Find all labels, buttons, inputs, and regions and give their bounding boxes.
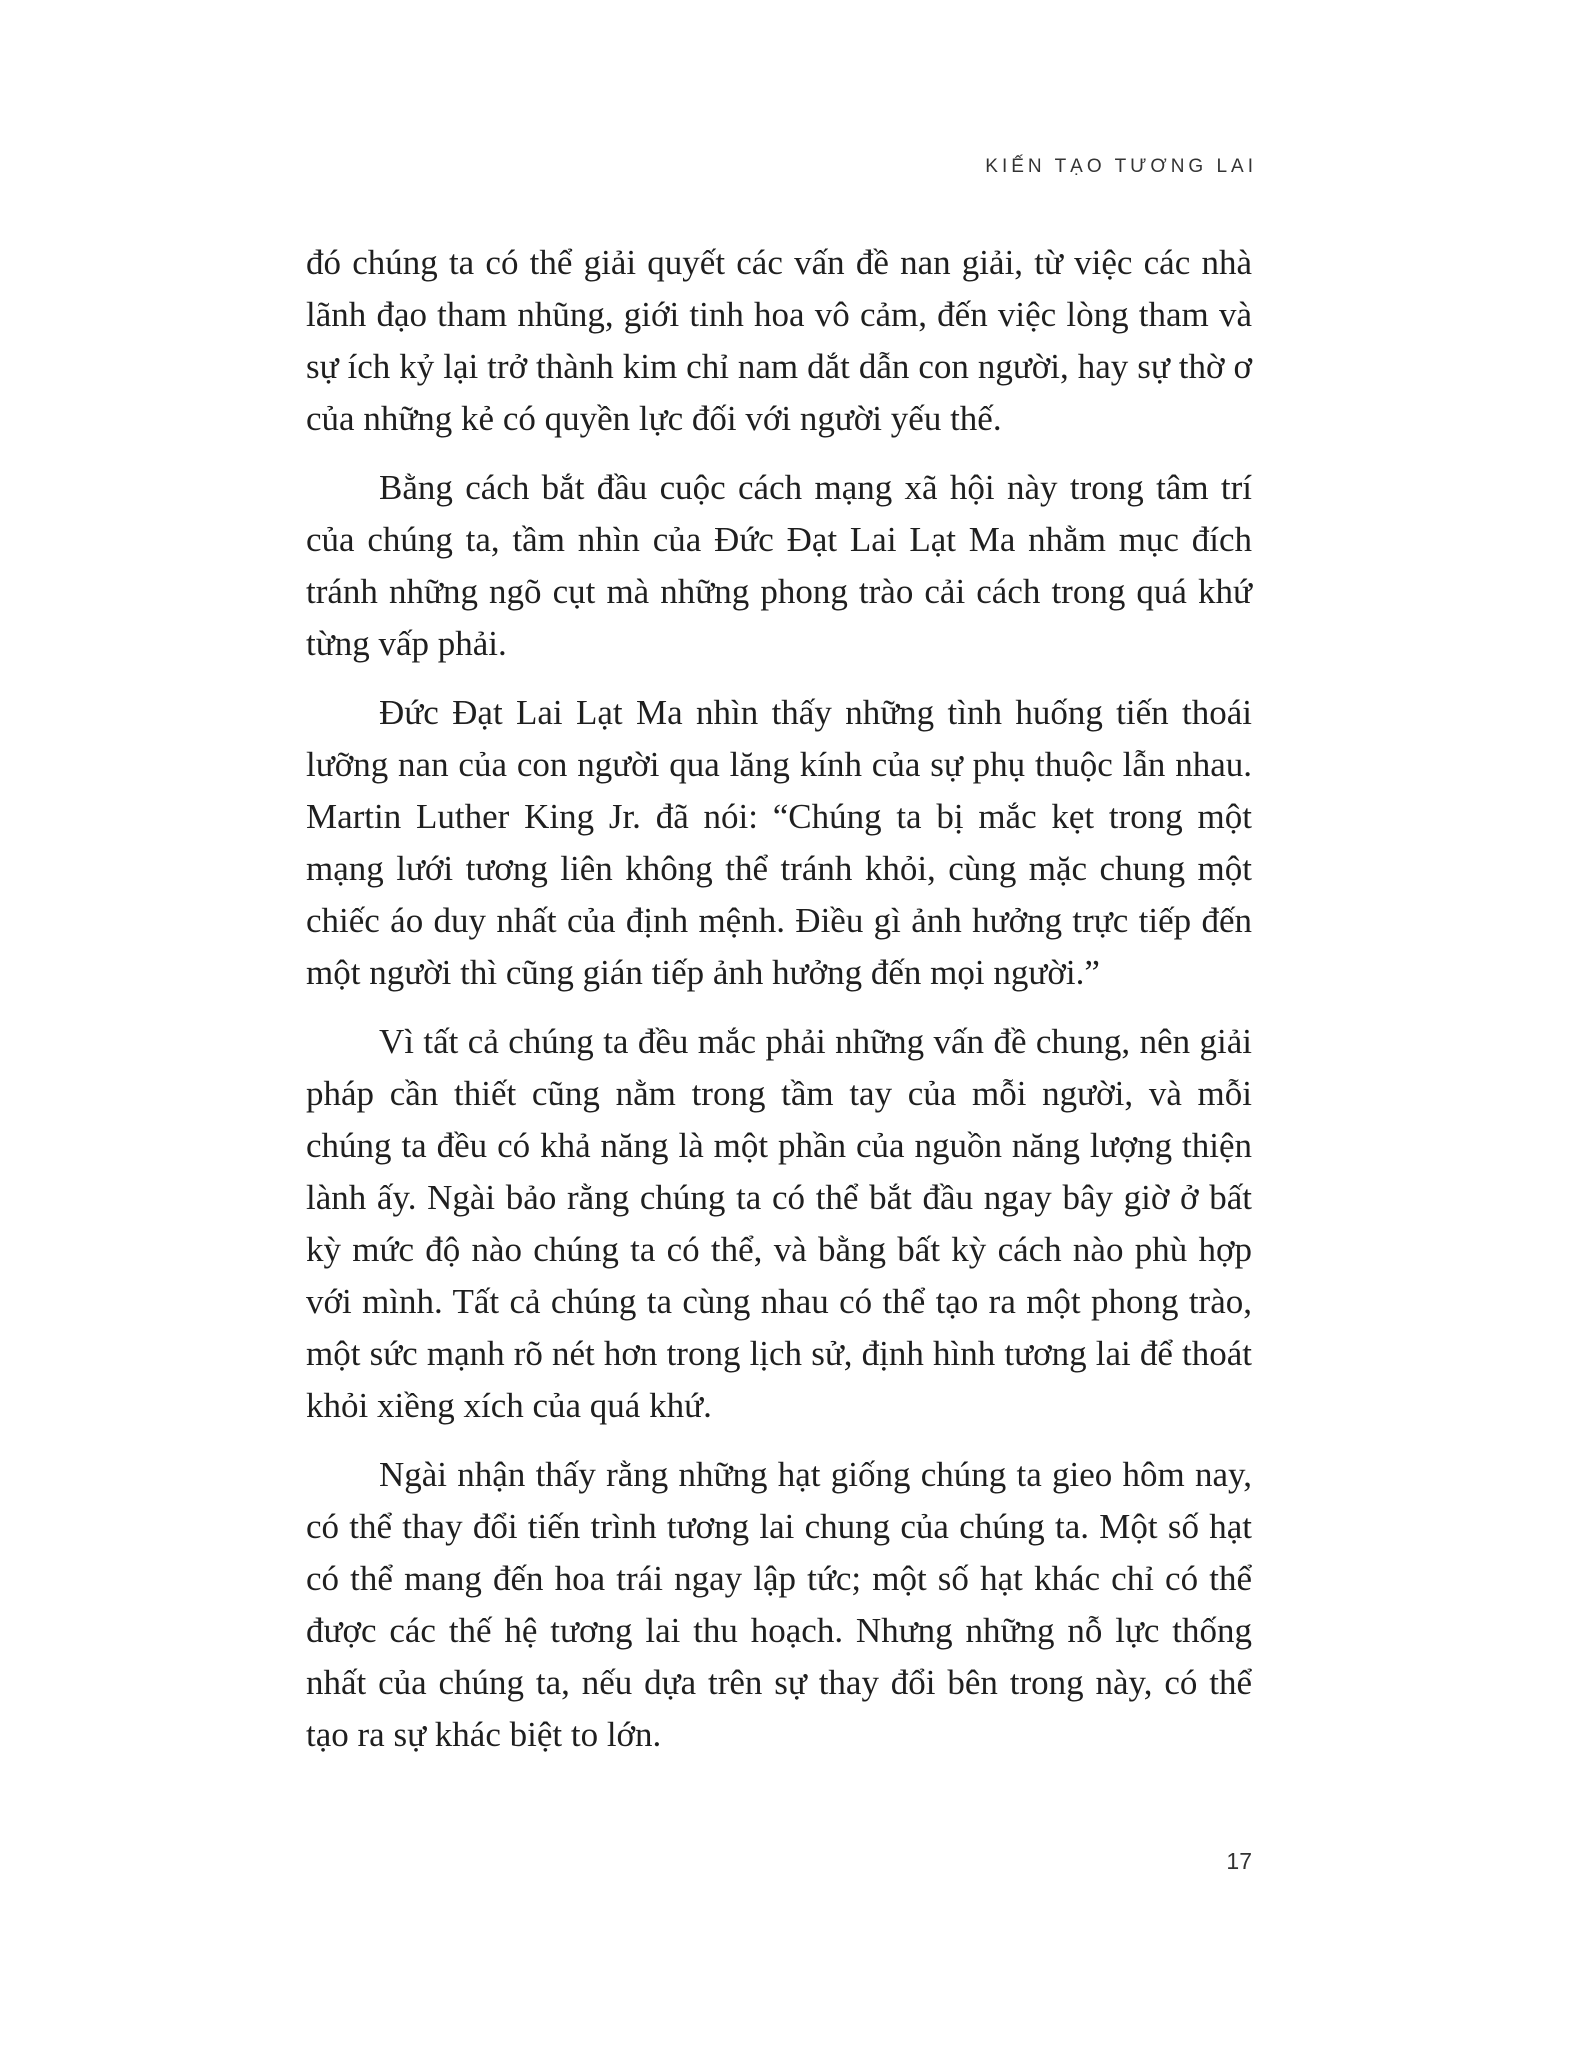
paragraph-continued: đó chúng ta có thể giải quyết các vấn đề nan giải, từ việc các nhà lãnh đạo tham nhũng, giới tinh hoa vô cảm, đến việc lòng tham và sự ích kỷ lại trở thành kim chỉ nam dắt dẫn con người, hay sự thờ ơ của những kẻ có quyền lực đối với người yếu thế. xyxy=(306,243,1252,438)
paragraph: Đức Đạt Lai Lạt Ma nhìn thấy những tình huống tiến thoái lưỡng nan của con người qua lăng kính của sự phụ thuộc lẫn nhau. Martin Luther King Jr. đã nói: “Chúng ta bị mắc kẹt trong một mạng lưới tương liên không thể tránh khỏi, cùng mặc chung một chiếc áo duy nhất của định mệnh. Điều gì ảnh hưởng trực tiếp đến một người thì cũng gián tiếp ảnh hưởng đến mọi người.” xyxy=(306,693,1252,992)
page-number: 17 xyxy=(1226,1848,1252,1874)
paragraph: Vì tất cả chúng ta đều mắc phải những vấn đề chung, nên giải pháp cần thiết cũng nằm trong tầm tay của mỗi người, và mỗi chúng ta đều có khả năng là một phần của nguồn năng lượng thiện lành ấy. Ngài bảo rằng chúng ta có thể bắt đầu ngay bây giờ ở bất kỳ mức độ nào chúng ta có thể, và bằng bất kỳ cách nào phù hợp với mình. Tất cả chúng ta cùng nhau có thể tạo ra một phong trào, một sức mạnh rõ nét hơn trong lịch sử, định hình tương lai để thoát khỏi xiềng xích của quá khứ. xyxy=(306,1022,1252,1425)
body-text xyxy=(306,237,1252,1778)
running-header: KIẾN TẠO TƯƠNG LAI xyxy=(985,156,1257,177)
paragraph: Ngài nhận thấy rằng những hạt giống chúng ta gieo hôm nay, có thể thay đổi tiến trình tương lai chung của chúng ta. Một số hạt có thể mang đến hoa trái ngay lập tức; một số hạt khác chỉ có thể được các thế hệ tương lai thu hoạch. Nhưng những nỗ lực thống nhất của chúng ta, nếu dựa trên sự thay đổi bên trong này, có thể tạo ra sự khác biệt to lớn. xyxy=(306,1455,1252,1754)
paragraph: Bằng cách bắt đầu cuộc cách mạng xã hội này trong tâm trí của chúng ta, tầm nhìn của Đức Đạt Lai Lạt Ma nhằm mục đích tránh những ngõ cụt mà những phong trào cải cách trong quá khứ từng vấp phải. xyxy=(306,468,1252,663)
